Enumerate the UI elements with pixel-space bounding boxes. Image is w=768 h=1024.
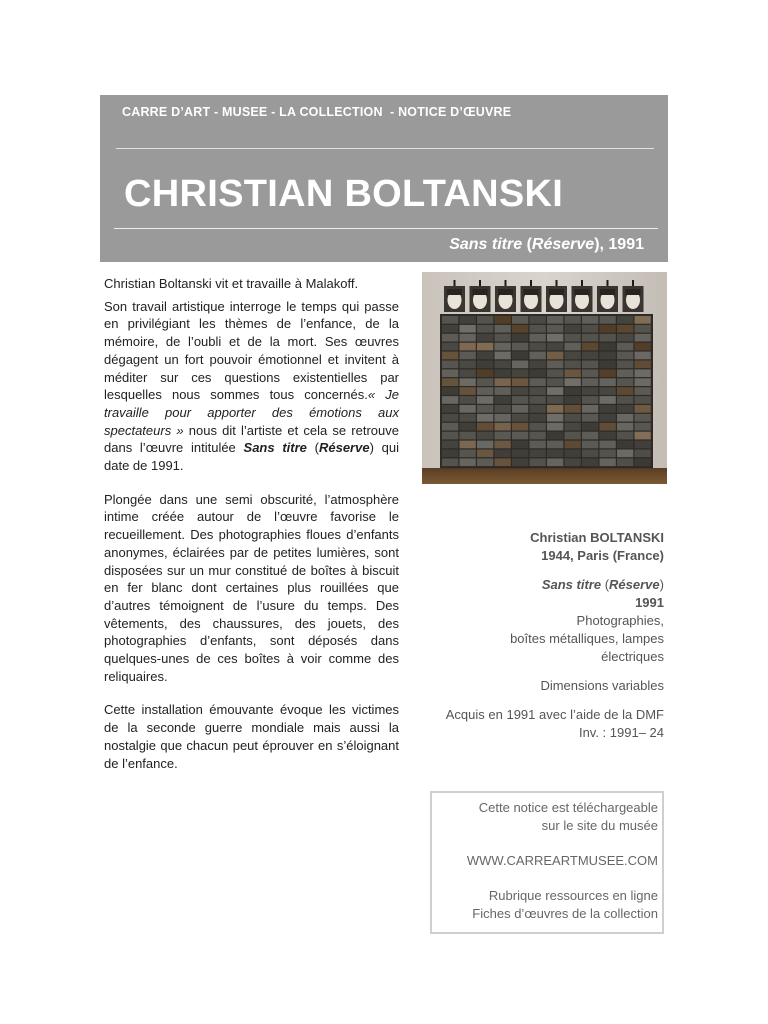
header-divider-top <box>116 148 654 149</box>
inline-work-title: Sans titre <box>243 440 307 456</box>
caption-artist: Christian BOLTANSKI <box>530 530 664 545</box>
artist-quote: « Je travaille pour apporter des émotions aux spectateurs » <box>104 387 399 438</box>
inline-work-subtitle: Réserve <box>318 440 370 456</box>
header-band <box>100 95 668 262</box>
download-line-1: Cette notice est téléchargeable <box>478 800 658 815</box>
download-line-3: Rubrique ressources en ligne <box>488 888 658 903</box>
breadcrumb: CARRE D’ART - MUSEE - LA COLLECTION - NOTICE D’ŒUVRE <box>122 105 512 119</box>
caption-birth: 1944, Paris (France) <box>541 548 664 563</box>
caption-acquisition: Acquis en 1991 avec l’aide de la DMF <box>445 707 664 722</box>
caption-title: Sans titre <box>541 577 602 592</box>
description-paragraph: Son travail artistique interroge le temps qui passe en privilégiant les thèmes de l’enfance, de la mémoire, de l’oubli et de la mort. Ses œuvres dégagent un fort pouvoir émotionnel et invitent à méditer sur ces questions existentielles par lesquelles nous sommes tous concernés.« Je travaille pour apporter des émotions aux spectateurs » nous dit l’artiste et cela se retrouve dans l’œuvre intitulée Sans titre (Réserve) qui date de 1991. <box>104 298 399 474</box>
caption-medium-2: boîtes métalliques, lampes <box>510 631 664 646</box>
download-line-4: Fiches d’œuvres de la collection <box>472 906 658 921</box>
description-continuation: nous dit l’artiste et cela se retrouve dans l’œuvre intitulée <box>104 422 399 456</box>
caption-subtitle: Réserve <box>609 577 660 592</box>
caption-year: 1991 <box>635 595 664 610</box>
work-subtitle: Réserve <box>531 236 595 253</box>
artwork-caption: Christian BOLTANSKI 1944, Paris (France) Sans titre (Réserve) 1991 Photographies, boîtes métalliques, lampes électriques Dimensions variables Acquis en 1991 avec l’aide de la DMF Inv. : 1991– 24 <box>414 529 664 753</box>
conclusion-paragraph: Cette installation émouvante évoque les victimes de la seconde guerre mondiale mais aussi la nostalgie que chacun peut éprouver en s’éloignant de l’enfance. <box>104 702 399 771</box>
artist-title: CHRISTIAN BOLTANSKI <box>124 173 564 215</box>
caption-dimensions: Dimensions variables <box>540 678 664 693</box>
tin-box-wall <box>440 314 653 468</box>
caption-medium-3: électriques <box>601 649 664 664</box>
work-title: Sans titre <box>449 236 523 253</box>
museum-website-link[interactable]: WWW.CARREARTMUSEE.COM <box>466 853 658 868</box>
description-text: Son travail artistique interroge le temps qui passe en privilégiant les thèmes de l’enfance, de la mémoire, de l’oubli et de la mort. Ses œuvres dégagent un fort pouvoir émotionnel et invitent à méditer sur ces questions existentielles par lesquelles nous sommes tous concernés. <box>104 298 399 403</box>
atmosphere-paragraph: Plongée dans une semi obscurité, l’atmosphère intime créée autour de l’œuvre favorise le recueillement. Des photographies floues d’enfants anonymes, éclairées par de petites lumières, sont disposées sur un mur constitué de boîtes à biscuit en fer blanc dont certaines plus rouillées que d’autres témoignent de l’usure du temps. Des vêtements, des chaussures, des jouets, des photographies d’enfants, sont déposés dans quelques-unes de ces boîtes à voir comme des reliquaires. <box>104 491 399 684</box>
main-text <box>104 275 399 777</box>
work-heading: Sans titre (Réserve), 1991 <box>449 236 644 253</box>
caption-medium-1: Photographies, <box>576 613 664 628</box>
download-notice-box <box>430 791 664 934</box>
header-divider-bottom <box>114 228 658 229</box>
gallery-floor <box>422 468 667 484</box>
intro-paragraph: Christian Boltanski vit et travaille à Malakoff. <box>104 276 359 291</box>
caption-inventory: Inv. : 1991– 24 <box>578 725 664 740</box>
description-end: qui date de 1991. <box>104 440 399 474</box>
download-line-2: sur le site du musée <box>541 818 658 833</box>
artwork-photo <box>422 272 667 484</box>
work-year: 1991 <box>608 236 644 253</box>
